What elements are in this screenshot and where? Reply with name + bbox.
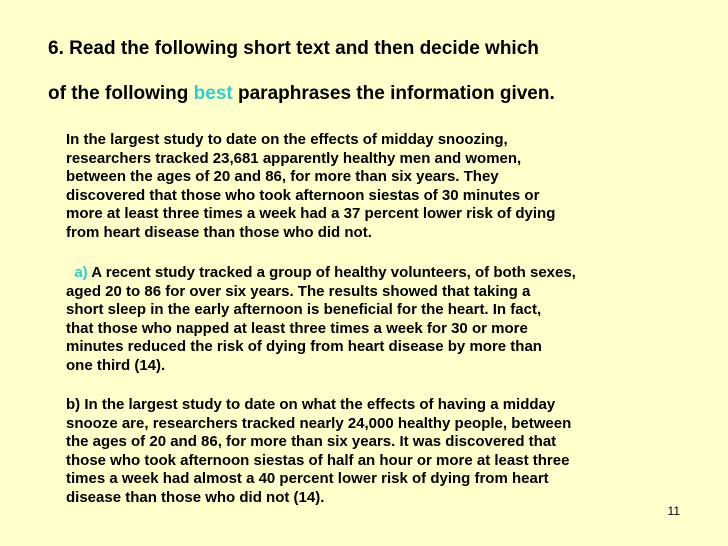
option-a-line: short sleep in the early afternoon is beneficial for the heart. In fact, <box>66 301 542 318</box>
option-b <box>66 396 571 507</box>
option-b-line: disease than those who did not (14). <box>66 488 325 506</box>
option-a-letter: a) <box>74 264 88 281</box>
option-b-line: times a week had almost a 40 percent lower risk of dying from heart <box>66 470 549 487</box>
option-a-first-line <box>66 264 576 283</box>
passage-line: discovered that those who took afternoon siestas of 30 minutes or <box>66 186 540 204</box>
question-heading <box>48 38 713 106</box>
passage-line: between the ages of 20 and 86, for more than six years. They <box>66 168 499 185</box>
question-line-1: 6. Read the following short text and then decide which <box>48 38 539 59</box>
option-a <box>66 264 576 375</box>
option-a-line: aged 20 to 86 for over six years. The results showed that taking a <box>66 282 531 300</box>
option-b-line: snooze are, researchers tracked nearly 24,000 healthy people, between <box>66 414 572 432</box>
option-b-line: the ages of 20 and 86, for more than six years. It was discovered that <box>66 433 557 450</box>
passage-line: from heart disease than those who did not. <box>66 223 372 241</box>
question-line-2 <box>48 83 713 106</box>
source-passage <box>66 131 555 242</box>
passage-line: In the largest study to date on the effects of midday snoozing, <box>66 131 508 148</box>
question-line-2-end: paraphrases the information given. <box>232 82 555 104</box>
option-a-line: one third (14). <box>66 356 166 374</box>
passage-line: researchers tracked 23,681 apparently healthy men and women, <box>66 149 522 167</box>
option-a-line: A recent study tracked a group of healthy volunteers, of both sexes, <box>87 264 576 281</box>
page-number: 11 <box>667 504 680 518</box>
option-a-line: minutes reduced the risk of dying from heart disease by more than <box>66 338 542 355</box>
option-b-line: b) In the largest study to date on what the effects of having a midday <box>66 396 556 413</box>
option-b-line: those who took afternoon siestas of half an hour or more at least three <box>66 451 570 469</box>
highlight-word-best: best <box>193 82 233 104</box>
passage-line: more at least three times a week had a 37 percent lower risk of dying <box>66 205 556 222</box>
option-a-line: that those who napped at least three times a week for 30 or more <box>66 319 528 337</box>
question-line-2-start: of the following <box>48 82 194 104</box>
